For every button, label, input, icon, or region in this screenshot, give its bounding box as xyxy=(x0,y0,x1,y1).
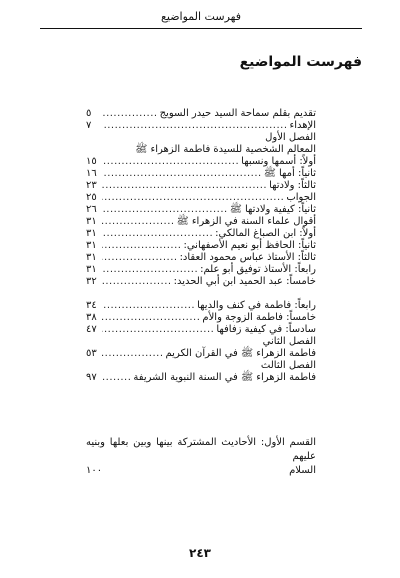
toc-entry xyxy=(86,228,316,240)
toc-leader-dots xyxy=(102,276,172,288)
page-title: فهرست المواضيع xyxy=(239,54,362,70)
toc-entry-title: ثانياً: كيفية ولادتها ﷺ xyxy=(229,204,316,215)
toc-entry-title: الفصل الثالث xyxy=(260,360,316,371)
toc-spacer xyxy=(86,288,316,300)
toc-entry xyxy=(86,312,316,324)
toc-entry xyxy=(86,240,316,252)
toc-section-page: ١٠٠ xyxy=(86,465,103,476)
table-of-contents xyxy=(86,108,316,384)
toc-entry xyxy=(86,360,316,372)
toc-leader-dots xyxy=(102,192,284,204)
toc-entry-page: ١٥ xyxy=(86,156,97,167)
toc-section-line1: القسم الأول: الأحاديث المشتركة بينها وبين بعلها وبنيه عليهم xyxy=(86,437,316,462)
toc-entry xyxy=(86,192,316,204)
toc-entry-page: ٤٧ xyxy=(86,324,97,335)
toc-entry xyxy=(86,336,316,348)
toc-leader-dots xyxy=(102,204,228,216)
toc-leader-dots xyxy=(102,168,262,180)
toc-entry xyxy=(86,276,316,288)
toc-entry-page: ٣١ xyxy=(86,216,97,227)
toc-leader-dots xyxy=(102,372,131,384)
toc-entry-page: ٣٨ xyxy=(86,312,97,323)
toc-entry xyxy=(86,216,316,228)
toc-entry-page: ٥ xyxy=(86,108,92,119)
toc-entry-title: ثانياً: أمها ﷺ xyxy=(263,168,316,179)
toc-leader-dots xyxy=(102,228,213,240)
toc-entry-title: ثانياً: الحافظ أبو نعيم الأصفهاني: xyxy=(183,240,316,251)
toc-entry xyxy=(86,144,316,156)
toc-entry-page: ٣١ xyxy=(86,228,97,239)
toc-leader-dots xyxy=(102,108,158,120)
toc-entry-page: ٣٢ xyxy=(86,276,97,287)
toc-entry-page: ٢٣ xyxy=(86,180,97,191)
page-number: ٢٤٣ xyxy=(189,546,211,560)
toc-entry-page: ٢٥ xyxy=(86,192,97,203)
toc-entry-title: خامساً: عبد الحميد ابن أبي الحديد: xyxy=(173,276,316,287)
toc-entry-page: ٣١ xyxy=(86,240,97,251)
toc-entry-title: خامساً: فاطمة الزوجة والأم xyxy=(202,312,316,323)
toc-section-line2: السلام xyxy=(289,465,316,476)
toc-entry xyxy=(86,372,316,384)
toc-leader-dots xyxy=(102,264,198,276)
toc-entry-title: رابعاً: الأستاذ توفيق أبو علم: xyxy=(200,264,316,275)
toc-entry-page: ٩٧ xyxy=(86,372,97,383)
toc-entry-title: الفصل الثاني xyxy=(262,336,316,347)
running-header xyxy=(40,6,362,29)
toc-entry-page: ١٦ xyxy=(86,168,97,179)
toc-entry-title: فاطمة الزهراء ﷺ في السنة النبوية الشريفة xyxy=(133,372,316,383)
toc-leader-dots xyxy=(102,216,175,228)
toc-leader-dots xyxy=(102,156,239,168)
toc-entry xyxy=(86,132,316,144)
toc-entry-title: أقوال علماء السنة في الزهراء ﷺ xyxy=(176,216,316,227)
toc-entry-title: فاطمة الزهراء ﷺ في القرآن الكريم xyxy=(165,348,316,359)
toc-entry-title: الجواب xyxy=(286,192,316,203)
toc-entry-title: أولاً: ابن الصباغ المالكي: xyxy=(215,228,316,239)
toc-entry-title: ثالثاً: ولادتها xyxy=(269,180,316,191)
toc-entry xyxy=(86,180,316,192)
toc-entry-title: تقديم بقلم سماحة السيد حيدر السويج xyxy=(159,108,316,119)
toc-section-entry xyxy=(86,436,316,478)
toc-entry-title: سادساً: في كيفية زفافها xyxy=(216,324,316,335)
toc-entry-page: ٧ xyxy=(86,120,92,131)
toc-entry-title: الفصل الأول xyxy=(265,132,316,143)
running-header-title: فهرست المواضيع xyxy=(161,10,241,23)
toc-entry-title: المعالم الشخصية للسيدة فاطمة الزهراء ﷺ xyxy=(135,144,316,155)
toc-leader-dots xyxy=(102,120,288,132)
toc-entry-page: ٣١ xyxy=(86,264,97,275)
toc-entry-page: ٣١ xyxy=(86,252,97,263)
toc-entry-page: ٥٣ xyxy=(86,348,97,359)
toc-entry-page: ٣٤ xyxy=(86,300,97,311)
toc-entry xyxy=(86,204,316,216)
toc-entry xyxy=(86,252,316,264)
toc-leader-dots xyxy=(102,252,178,264)
toc-leader-dots xyxy=(102,324,214,336)
toc-entry xyxy=(86,156,316,168)
toc-entry xyxy=(86,108,316,120)
toc-entry xyxy=(86,324,316,336)
toc-entry-page: ٢٦ xyxy=(86,204,97,215)
toc-leader-dots xyxy=(102,180,267,192)
toc-leader-dots xyxy=(102,312,200,324)
toc-leader-dots xyxy=(102,300,195,312)
toc-leader-dots xyxy=(102,348,164,360)
toc-entry xyxy=(86,120,316,132)
toc-entry-title: رابعاً: فاطمة في كنف والديها xyxy=(197,300,316,311)
toc-entry-title: الإهداء xyxy=(289,120,316,131)
toc-entry xyxy=(86,264,316,276)
toc-entry-title: ثالثاً: الأستاذ عباس محمود العقاد: xyxy=(179,252,316,263)
toc-entry xyxy=(86,300,316,312)
toc-entry-title: أولاً: أسمها ونسبها xyxy=(241,156,316,167)
toc-entry xyxy=(86,348,316,360)
toc-entry xyxy=(86,168,316,180)
toc-leader-dots xyxy=(102,240,181,252)
